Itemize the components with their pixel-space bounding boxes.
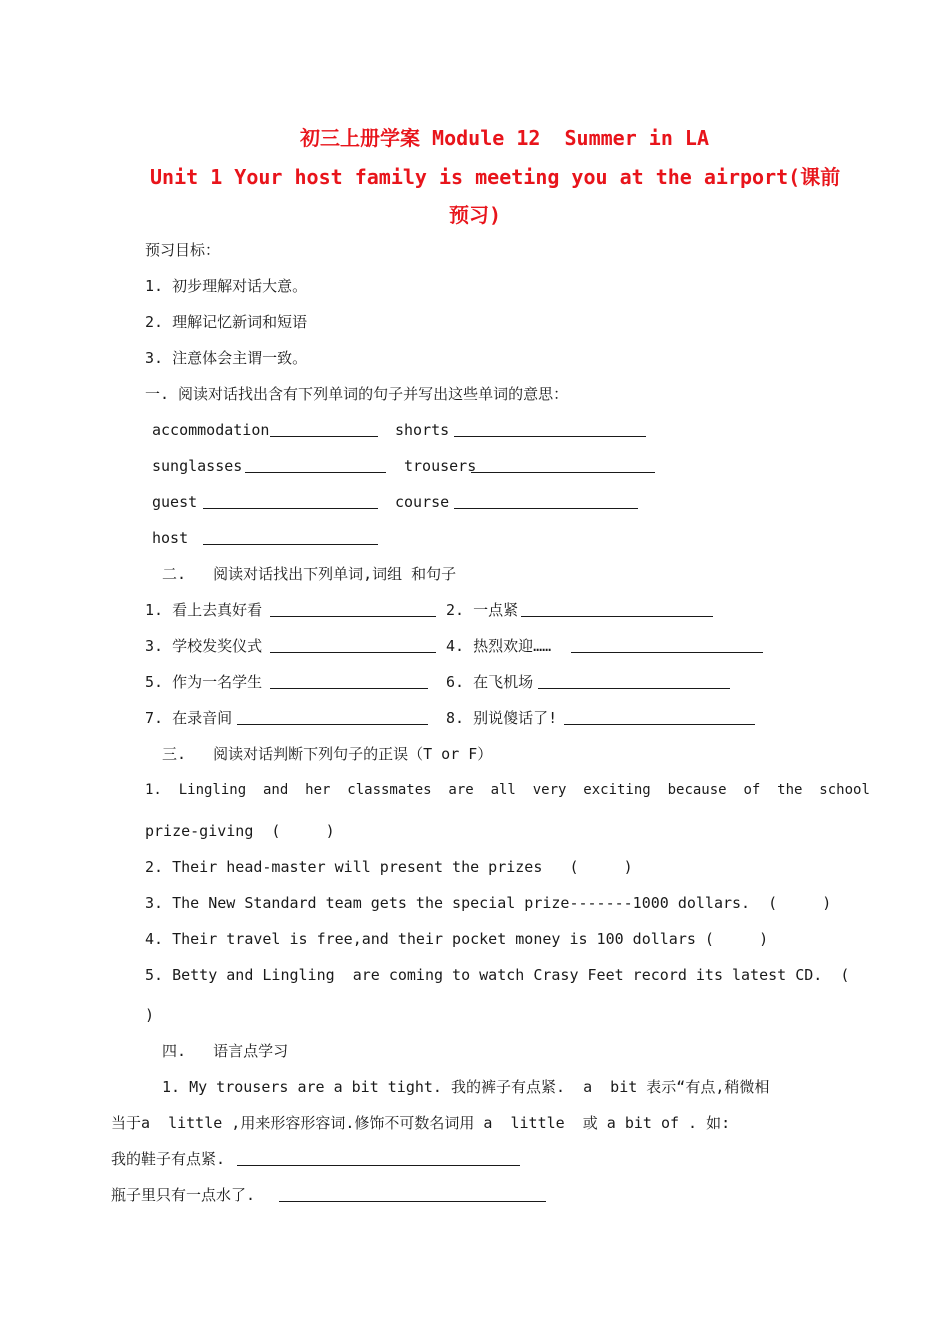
- phrase-item: 4. 热烈欢迎……: [446, 637, 552, 655]
- goals-heading: 预习目标：: [145, 241, 221, 259]
- tf-question-4: 4. Their travel is free,and their pocket money is 100 dollars ( ): [145, 930, 769, 948]
- answer-blank[interactable]: [270, 421, 378, 437]
- answer-blank[interactable]: [270, 637, 436, 653]
- answer-blank[interactable]: [538, 673, 730, 689]
- vocab-word-trousers: trousers: [404, 457, 477, 475]
- answer-blank[interactable]: [237, 709, 428, 725]
- phrase-item: 2. 一点紧: [446, 601, 519, 619]
- section4-heading: 四. 语言点学习: [162, 1042, 289, 1060]
- phrase-item: 3. 学校发奖仪式: [145, 637, 263, 655]
- vocab-word-shorts: shorts: [395, 421, 450, 439]
- answer-blank[interactable]: [279, 1186, 546, 1202]
- answer-blank[interactable]: [454, 421, 646, 437]
- vocab-word-sunglasses: sunglasses: [152, 457, 243, 475]
- doc-title-line3: 预习): [449, 203, 502, 227]
- example-prompt: 我的鞋子有点紧.: [111, 1150, 226, 1168]
- doc-title-line2: Unit 1 Your host family is meeting you at the airport(课前: [150, 165, 841, 189]
- example-prompt: 瓶子里只有一点水了.: [111, 1186, 265, 1204]
- phrase-item: 8. 别说傻话了!: [446, 709, 558, 727]
- answer-blank[interactable]: [270, 673, 428, 689]
- tf-question-2: 2. Their head-master will present the prizes ( ): [145, 858, 633, 876]
- answer-blank[interactable]: [245, 457, 386, 473]
- vocab-word-host: host: [152, 529, 189, 547]
- tf-question-5-cont: ): [145, 1006, 155, 1024]
- tf-question-3: 3. The New Standard team gets the special prize-------1000 dollars. ( ): [145, 894, 832, 912]
- answer-blank[interactable]: [471, 457, 655, 473]
- vocab-word-guest: guest: [152, 493, 198, 511]
- phrase-item: 5. 作为一名学生: [145, 673, 263, 691]
- section3-heading: 三. 阅读对话判断下列句子的正误（T or F）: [162, 745, 493, 763]
- goal-item: 3. 注意体会主谓一致。: [145, 349, 308, 367]
- phrase-item: 1. 看上去真好看: [145, 601, 263, 619]
- goal-item: 2. 理解记忆新词和短语: [145, 313, 308, 331]
- vocab-word-accommodation: accommodation: [152, 421, 270, 439]
- answer-blank[interactable]: [564, 709, 755, 725]
- doc-title-line1: 初三上册学案 Module 12 Summer in LA: [300, 126, 709, 150]
- answer-blank[interactable]: [203, 493, 378, 509]
- answer-blank[interactable]: [454, 493, 638, 509]
- answer-blank[interactable]: [521, 601, 713, 617]
- tf-question-1-cont: prize-giving ( ): [145, 822, 335, 840]
- phrase-item: 6. 在飞机场: [446, 673, 534, 691]
- language-point-text: 1. My trousers are a bit tight. 我的裤子有点紧. a bit 表示“有点,稍微相: [162, 1078, 770, 1096]
- tf-question-5: 5. Betty and Lingling are coming to watch Crasy Feet record its latest CD. (: [145, 966, 850, 984]
- section1-heading: 一. 阅读对话找出含有下列单词的句子并写出这些单词的意思：: [145, 385, 569, 403]
- vocab-word-course: course: [395, 493, 450, 511]
- answer-blank[interactable]: [270, 601, 436, 617]
- goal-item: 1. 初步理解对话大意。: [145, 277, 308, 295]
- phrase-item: 7. 在录音间: [145, 709, 233, 727]
- answer-blank[interactable]: [203, 529, 378, 545]
- answer-blank[interactable]: [237, 1150, 520, 1166]
- answer-blank[interactable]: [571, 637, 763, 653]
- tf-question-1: 1. Lingling and her classmates are all very exciting because of the school: [145, 782, 870, 798]
- language-point-text: 当于a little ,用来形容形容词.修饰不可数名词用 a little 或 a bit of . 如:: [111, 1114, 731, 1132]
- section2-heading: 二. 阅读对话找出下列单词,词组 和句子: [162, 565, 457, 583]
